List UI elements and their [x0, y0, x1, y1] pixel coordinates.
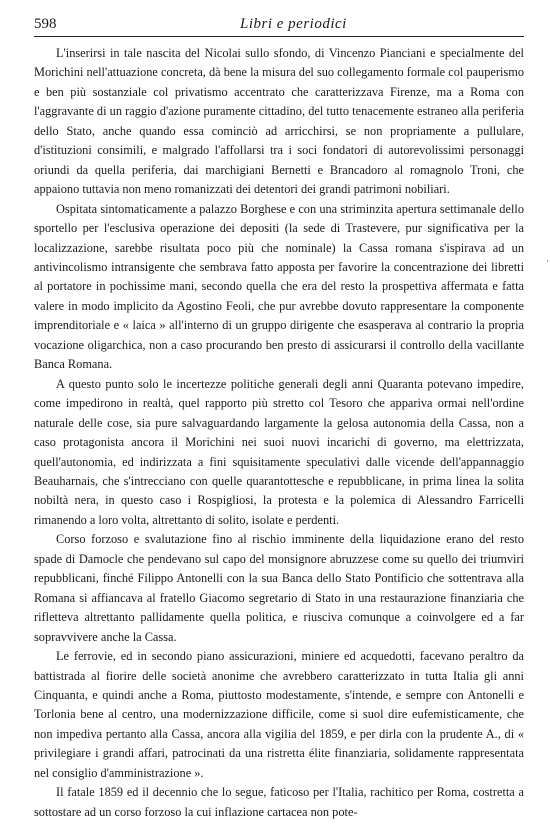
running-head: Libri e periodici [240, 16, 347, 32]
body-text [34, 44, 524, 822]
paragraph: Ospitata sintomaticamente a palazzo Borghese e con una striminzita apertura settimanale dello sportello per l'esclusiva operazione dei depositi (la sede di Trastevere, pur significativa per la localizzazione, sarebbe risultata poco più che nominale) la Cassa romana s'ispirava ad un antivincolismo intransigente che sembrava fatto apposta per favorire la concentrazione dei libretti al portatore in pochissime mani, secondo quella che era del resto la prospettiva affermata e fatta valere in modo implicito da Agostino Feoli, che pur avrebbe dovuto rappresentare la componente imprenditoriale e « laica » all'interno di un gruppo dirigente che esasperava al contrario la propria vocazione oligarchica, non a caso procurando ben presto di assicurarsi il controllo della vacillante Banca Romana. [34, 201, 524, 372]
paragraph: Corso forzoso e svalutazione fino al rischio imminente della liquidazione erano del resto spade di Damocle che pendevano sul capo del monsignore abruzzese come su quello dei triumviri repubblicani, finché Filippo Antonelli con la sua Banca dello Stato Pontificio che sottentrava alla Romana si affiancava al fratello Giacomo segretario di Stato in una restaurazione finanziaria che rifletteva altrettanto pallidamente quella politica, e riusciva comunque a coinvolgere ed a far sopravvivere anche la Cassa. [34, 532, 524, 644]
paragraph: Le ferrovie, ed in secondo piano assicurazioni, miniere ed acquedotti, facevano peraltro da battistrada al fiorire delle società anonime che avrebbero caratterizzato in tutta Italia gli anni Cinquanta, e quindi anche a Roma, piuttosto modestamente, s'intende, e sempre con Antonelli e Torlonia bene al centro, una modernizzazione difficile, come si suol dire eufemisticamente, che non impediva pertanto alla Cassa, ancora alla vigilia del 1859, e per dirla con la prudente A., di « privilegiare i grandi affari, patrocinati da una ristretta élite finanziaria, solidamente rappresentata nel consiglio d'amministrazione ». [34, 649, 524, 780]
paragraph: A questo punto solo le incertezze politiche generali degli anni Quaranta potevano impedire, come impedirono in realtà, quel rapporto più stretto col Tesoro che appariva ormai nell'ordine naturale delle cose, sia pure salvaguardando largamente la gelosa autonomia della Cassa, non a caso protagonista ancora il Morichini nei suoi nuovi incarichi di governo, ma elettrizzata, quell'autonomia, ed indirizzata a fini squisitamente speculativi dalle vicende dell'appannaggio Beauharnais, che s'intrecciano con quelle quarantottesche e repubblicane, in prima linea la solita nobiltà nera, in questo caso i Rospigliosi, la protesta e la polemica di Alessandro Farricelli rimanendo a loro volta, altrettanto di solito, isolate e perdenti. [34, 376, 524, 527]
page-header [34, 10, 524, 36]
paragraph: Il fatale 1859 ed il decennio che lo segue, faticoso per l'Italia, rachitico per Roma, costretta a sottostare ad un corso forzoso la cui inflazione cartacea non pote- [34, 785, 524, 819]
margin-mark: · [546, 256, 549, 266]
header-rule [34, 36, 524, 37]
page-number: 598 [34, 16, 57, 32]
paragraph: L'inserirsi in tale nascita del Nicolai sullo sfondo, di Vincenzo Pianciani e specialmente del Morichini nell'attuazione concreta, dà bene la misura del suo collegamento formale col pauperismo e ben più sostanziale col privatismo accentrato che caratterizzava Firenze, ma a Roma con l'aggravante di un raggio d'azione puramente cittadino, del tutto tenacemente estraneo alla periferia dello Stato, anche quando essa cominciò ad arricchirsi, se non propriamente a pullulare, d'istituzioni consimili, e malgrado l'affollarsi tra i soci fondatori di autorevolissimi personaggi oriundi da quella periferia, dai marchigiani Bernetti e Brancadoro al romagnolo Troni, che appaiono tuttavia non meno romanizzati dei detentori dei grandi patrimoni nobiliari. [34, 46, 524, 197]
